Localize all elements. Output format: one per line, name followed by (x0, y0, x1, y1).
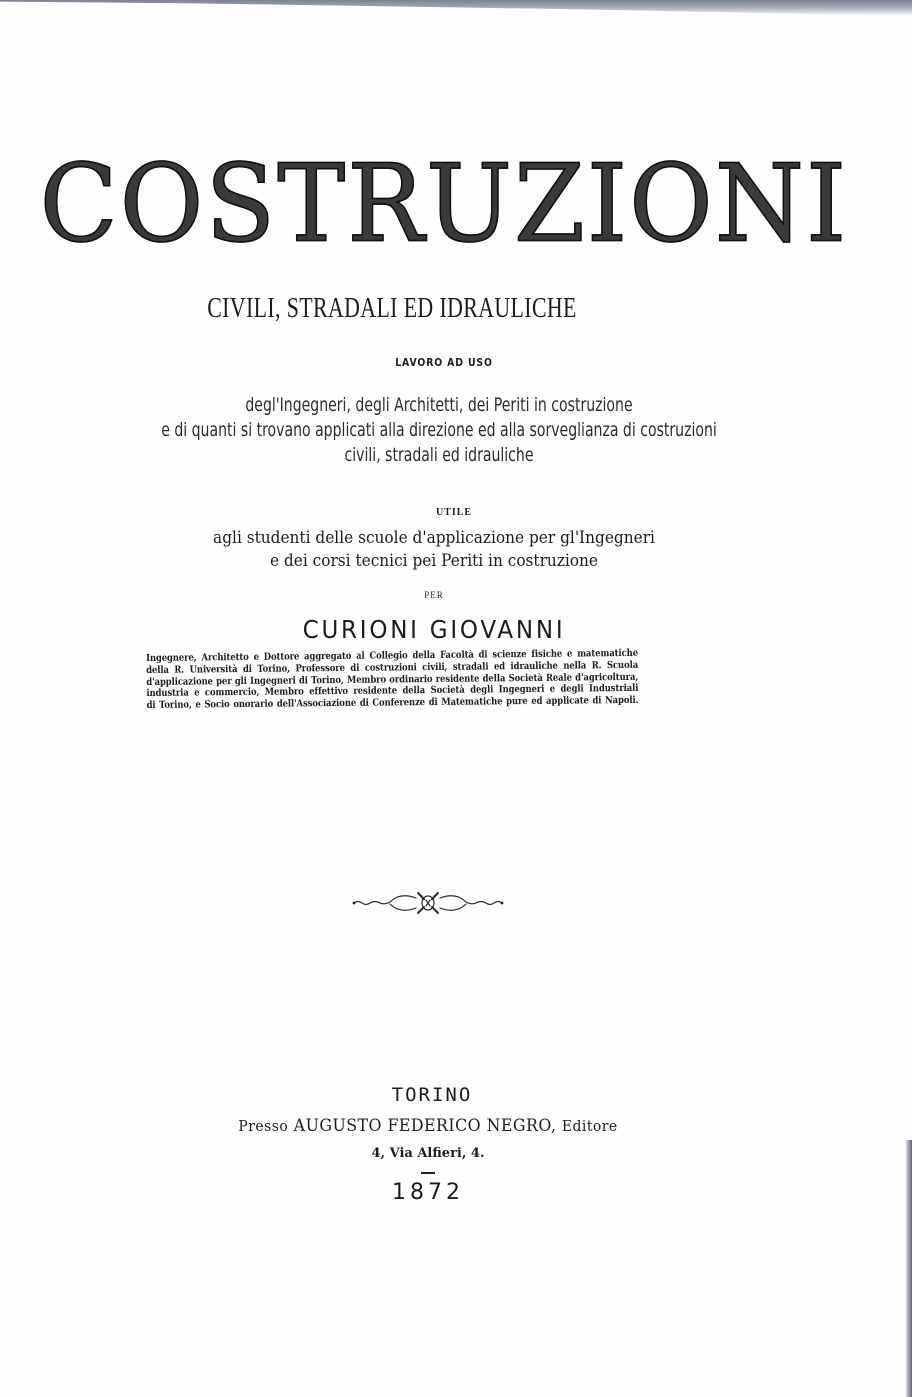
author-credentials (146, 647, 719, 712)
credentials-line: industria e commercio, Membro effettivo residente della Società degli Ingegneri e degli Industriali (146, 683, 639, 700)
printer-ornament-icon (352, 885, 504, 921)
publisher-suffix: Editore (561, 1117, 618, 1135)
publisher-name: AUGUSTO FEDERICO NEGRO, (293, 1116, 557, 1136)
audience-line: civili, stradali ed idrauliche (344, 444, 534, 466)
book-subtitle: CIVILI, STRADALI ED IDRAULICHE (207, 293, 577, 324)
imprint-publisher (238, 1116, 617, 1136)
students-block (213, 526, 655, 572)
credentials-line: di Torino, e Socio onorario dell'Associazione di Conferenze di Matematiche pure ed applicate di Napoli. (146, 695, 639, 712)
audience-line: degl'Ingegneri, degli Architetti, dei Periti in costruzione (245, 394, 633, 416)
audience-line: e di quanti si trovano applicati alla direzione ed alla sorveglianza di costruzioni (161, 419, 717, 441)
audience-block (161, 393, 717, 468)
separator-rule (421, 1172, 435, 1174)
author-name: CURIONI GIOVANNI (302, 615, 566, 644)
book-title: COSTRUZIONI (39, 142, 849, 267)
imprint-year: 1872 (392, 1180, 464, 1205)
credentials-line: Ingegnere, Architetto e Dottore aggregato al Collegio della Facoltà di scienze fisiche e matematiche (146, 647, 639, 664)
utility-heading: UTILE (435, 507, 473, 518)
credentials-line: d'applicazione per gli Ingegneri di Torino, Membro ordinario residente della Società Reale d'agricoltura, (146, 671, 639, 688)
imprint-address: 4, Via Alfieri, 4. (371, 1146, 485, 1161)
publisher-prefix: Presso (238, 1117, 289, 1135)
by-label: PER (424, 590, 444, 600)
scanner-edge-right (906, 1140, 912, 1397)
imprint-city: TORINO (391, 1084, 473, 1106)
scanner-edge-top (0, 0, 912, 16)
students-line: agli studenti delle scuole d'applicazione per gl'Ingegneri (213, 528, 655, 547)
purpose-heading: LAVORO AD USO (395, 356, 493, 369)
students-line: e dei corsi tecnici pei Periti in costruzione (269, 551, 599, 570)
credentials-line: della R. Università di Torino, Professore di costruzioni civili, stradali ed idrauliche nella R. Scuola (146, 659, 639, 676)
